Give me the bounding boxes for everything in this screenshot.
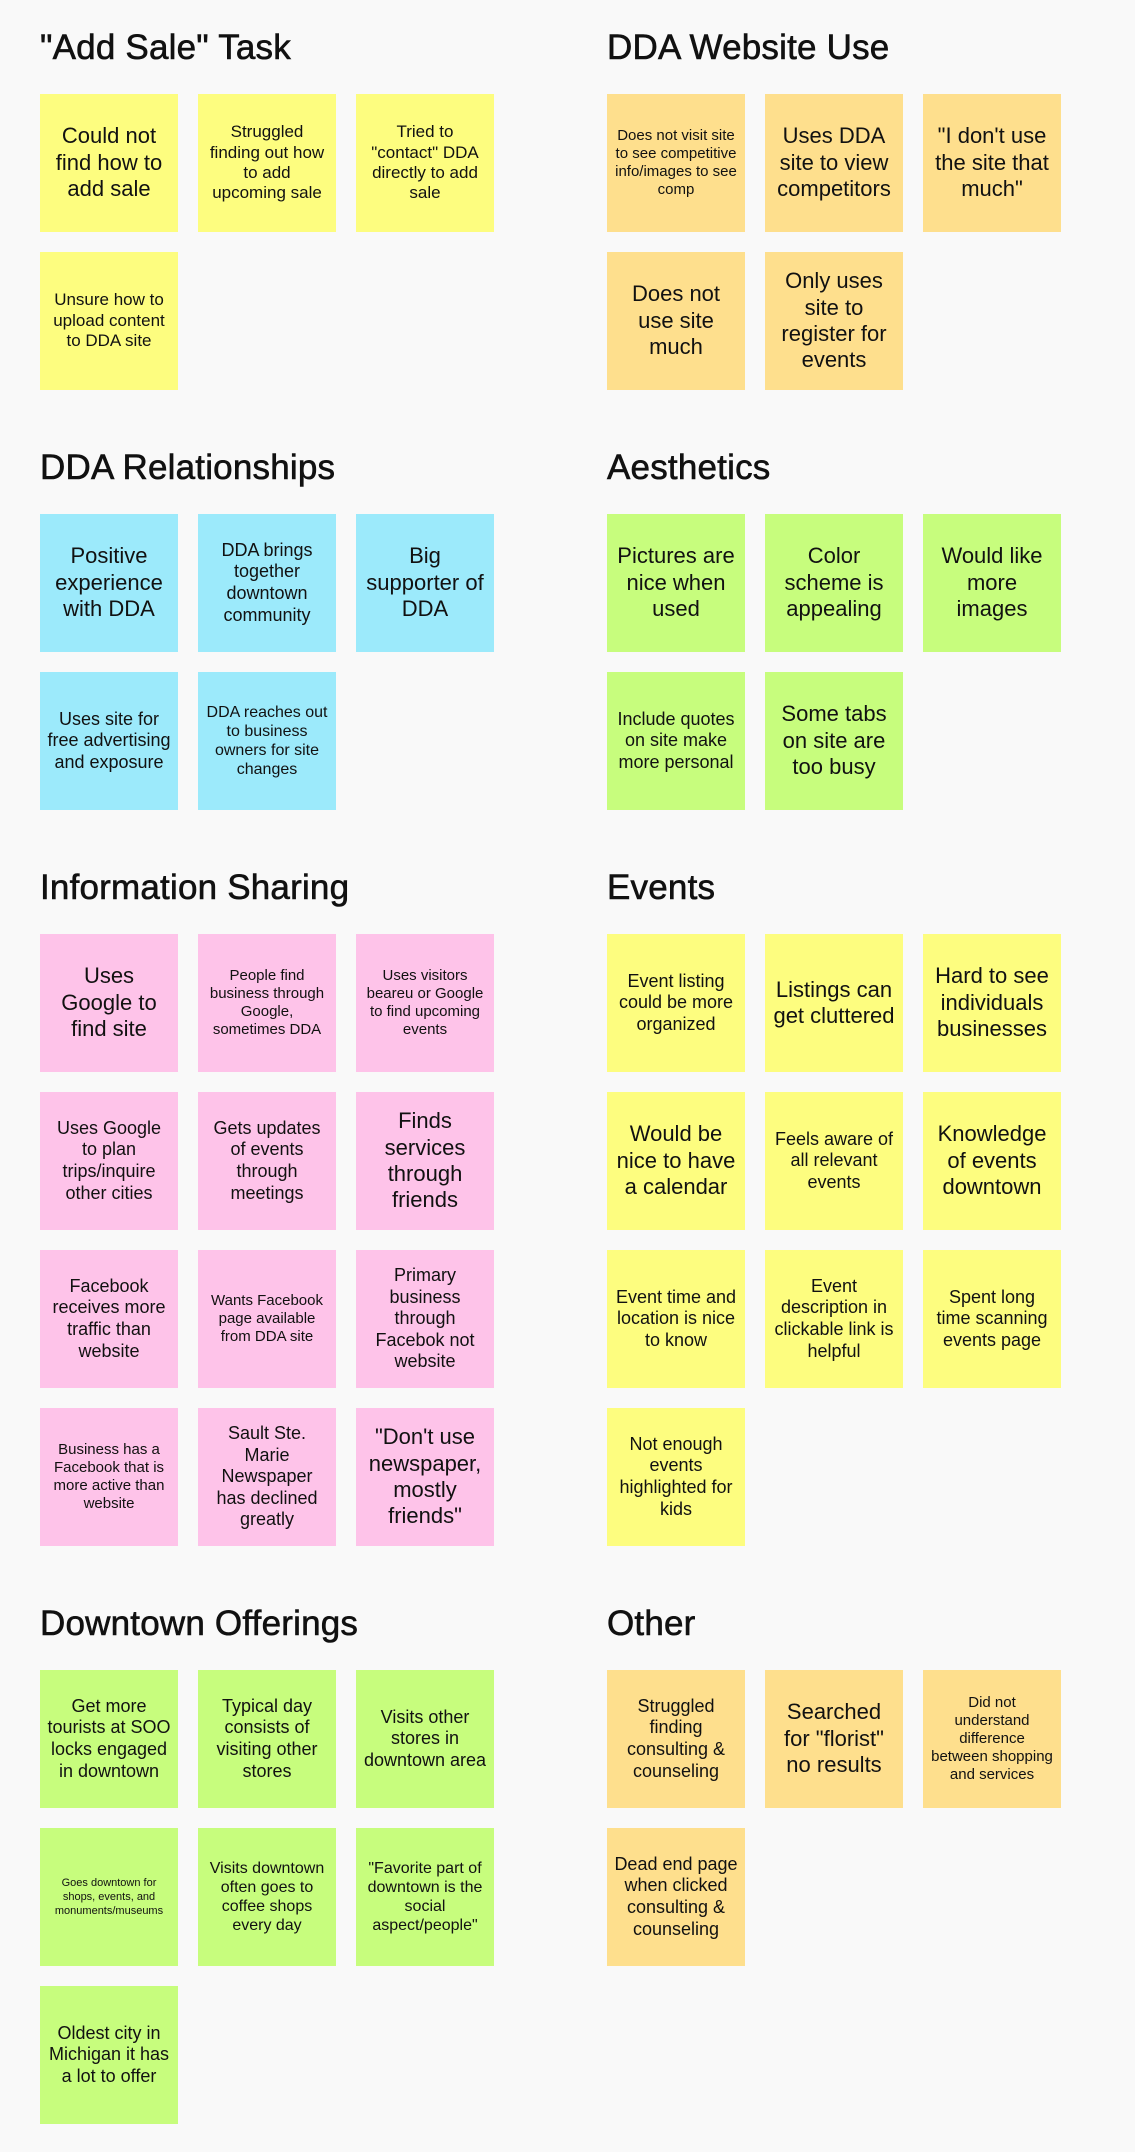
sticky-note[interactable]: Tried to "contact" DDA directly to add sale — [356, 94, 494, 232]
sticky-note[interactable]: Business has a Facebook that is more active than website — [40, 1408, 178, 1546]
sticky-note[interactable]: Hard to see individuals businesses — [923, 934, 1061, 1072]
sticky-note[interactable]: Feels aware of all relevant events — [765, 1092, 903, 1230]
sticky-note[interactable]: DDA reaches out to business owners for site changes — [198, 672, 336, 810]
sticky-note[interactable]: Not enough events highlighted for kids — [607, 1408, 745, 1546]
sticky-note[interactable]: Uses DDA site to view competitors — [765, 94, 903, 232]
group-downtown-offerings — [40, 1600, 560, 2124]
group-title: Other — [607, 1604, 696, 1643]
sticky-note[interactable]: Spent long time scanning events page — [923, 1250, 1061, 1388]
sticky-note[interactable]: Event time and location is nice to know — [607, 1250, 745, 1388]
group-title: Information Sharing — [40, 868, 350, 907]
note-cluster — [40, 94, 560, 390]
sticky-note[interactable]: Listings can get cluttered — [765, 934, 903, 1072]
sticky-note[interactable]: Wants Facebook page available from DDA site — [198, 1250, 336, 1388]
group-title: DDA Relationships — [40, 448, 336, 487]
sticky-note[interactable]: "Don't use newspaper, mostly friends" — [356, 1408, 494, 1546]
note-cluster — [607, 1670, 1127, 1966]
sticky-note[interactable]: Event listing could be more organized — [607, 934, 745, 1072]
sticky-note[interactable]: Positive experience with DDA — [40, 514, 178, 652]
sticky-note[interactable]: Facebook receives more traffic than website — [40, 1250, 178, 1388]
sticky-note[interactable]: Uses site for free advertising and exposure — [40, 672, 178, 810]
sticky-note[interactable]: Searched for "florist" no results — [765, 1670, 903, 1808]
sticky-note[interactable]: Typical day consists of visiting other stores — [198, 1670, 336, 1808]
sticky-note[interactable]: DDA brings together downtown community — [198, 514, 336, 652]
sticky-note[interactable]: Finds services through friends — [356, 1092, 494, 1230]
sticky-note[interactable]: Only uses site to register for events — [765, 252, 903, 390]
group-aesthetics — [607, 444, 1127, 810]
group-title: Aesthetics — [607, 448, 771, 487]
sticky-note[interactable]: Oldest city in Michigan it has a lot to offer — [40, 1986, 178, 2124]
note-cluster — [607, 514, 1127, 810]
sticky-note[interactable]: "Favorite part of downtown is the social aspect/people" — [356, 1828, 494, 1966]
group-title: "Add Sale" Task — [40, 28, 291, 67]
sticky-note[interactable]: Primary business through Facebok not website — [356, 1250, 494, 1388]
sticky-note[interactable]: Get more tourists at SOO locks engaged in downtown — [40, 1670, 178, 1808]
sticky-note[interactable]: Could not find how to add sale — [40, 94, 178, 232]
note-cluster — [607, 934, 1127, 1546]
note-cluster — [40, 934, 560, 1546]
sticky-note[interactable]: Pictures are nice when used — [607, 514, 745, 652]
sticky-note[interactable]: Big supporter of DDA — [356, 514, 494, 652]
sticky-note[interactable]: Some tabs on site are too busy — [765, 672, 903, 810]
group-dda-relationships — [40, 444, 560, 810]
sticky-note[interactable]: Uses Google to plan trips/inquire other cities — [40, 1092, 178, 1230]
sticky-note[interactable]: Unsure how to upload content to DDA site — [40, 252, 178, 390]
group-events — [607, 864, 1127, 1546]
sticky-note[interactable]: Would like more images — [923, 514, 1061, 652]
sticky-note[interactable]: Include quotes on site make more personal — [607, 672, 745, 810]
group-dda-website-use — [607, 24, 1127, 390]
group-add-sale-task — [40, 24, 560, 390]
sticky-note[interactable]: Event description in clickable link is helpful — [765, 1250, 903, 1388]
sticky-note[interactable]: Struggled finding consulting & counseling — [607, 1670, 745, 1808]
group-title: DDA Website Use — [607, 28, 890, 67]
sticky-note[interactable]: Color scheme is appealing — [765, 514, 903, 652]
sticky-note[interactable]: Dead end page when clicked consulting & counseling — [607, 1828, 745, 1966]
sticky-note[interactable]: Does not visit site to see competitive info/images to see comp — [607, 94, 745, 232]
sticky-note[interactable]: Does not use site much — [607, 252, 745, 390]
sticky-note[interactable]: Uses Google to find site — [40, 934, 178, 1072]
sticky-note[interactable]: Visits downtown often goes to coffee shops every day — [198, 1828, 336, 1966]
note-cluster — [40, 514, 560, 810]
sticky-note[interactable]: Sault Ste. Marie Newspaper has declined greatly — [198, 1408, 336, 1546]
sticky-note[interactable]: Knowledge of events downtown — [923, 1092, 1061, 1230]
sticky-note[interactable]: Goes downtown for shops, events, and monuments/museums — [40, 1828, 178, 1966]
sticky-note[interactable]: Did not understand difference between shopping and services — [923, 1670, 1061, 1808]
sticky-note[interactable]: Would be nice to have a calendar — [607, 1092, 745, 1230]
sticky-note[interactable]: Visits other stores in downtown area — [356, 1670, 494, 1808]
sticky-note[interactable]: People find business through Google, sometimes DDA — [198, 934, 336, 1072]
sticky-note[interactable]: "I don't use the site that much" — [923, 94, 1061, 232]
group-other — [607, 1600, 1127, 1966]
note-cluster — [607, 94, 1127, 390]
group-title: Events — [607, 868, 716, 907]
note-cluster — [40, 1670, 560, 2124]
sticky-note[interactable]: Gets updates of events through meetings — [198, 1092, 336, 1230]
group-information-sharing — [40, 864, 560, 1546]
sticky-note[interactable]: Uses visitors beareu or Google to find upcoming events — [356, 934, 494, 1072]
group-title: Downtown Offerings — [40, 1604, 359, 1643]
sticky-note[interactable]: Struggled finding out how to add upcoming sale — [198, 94, 336, 232]
